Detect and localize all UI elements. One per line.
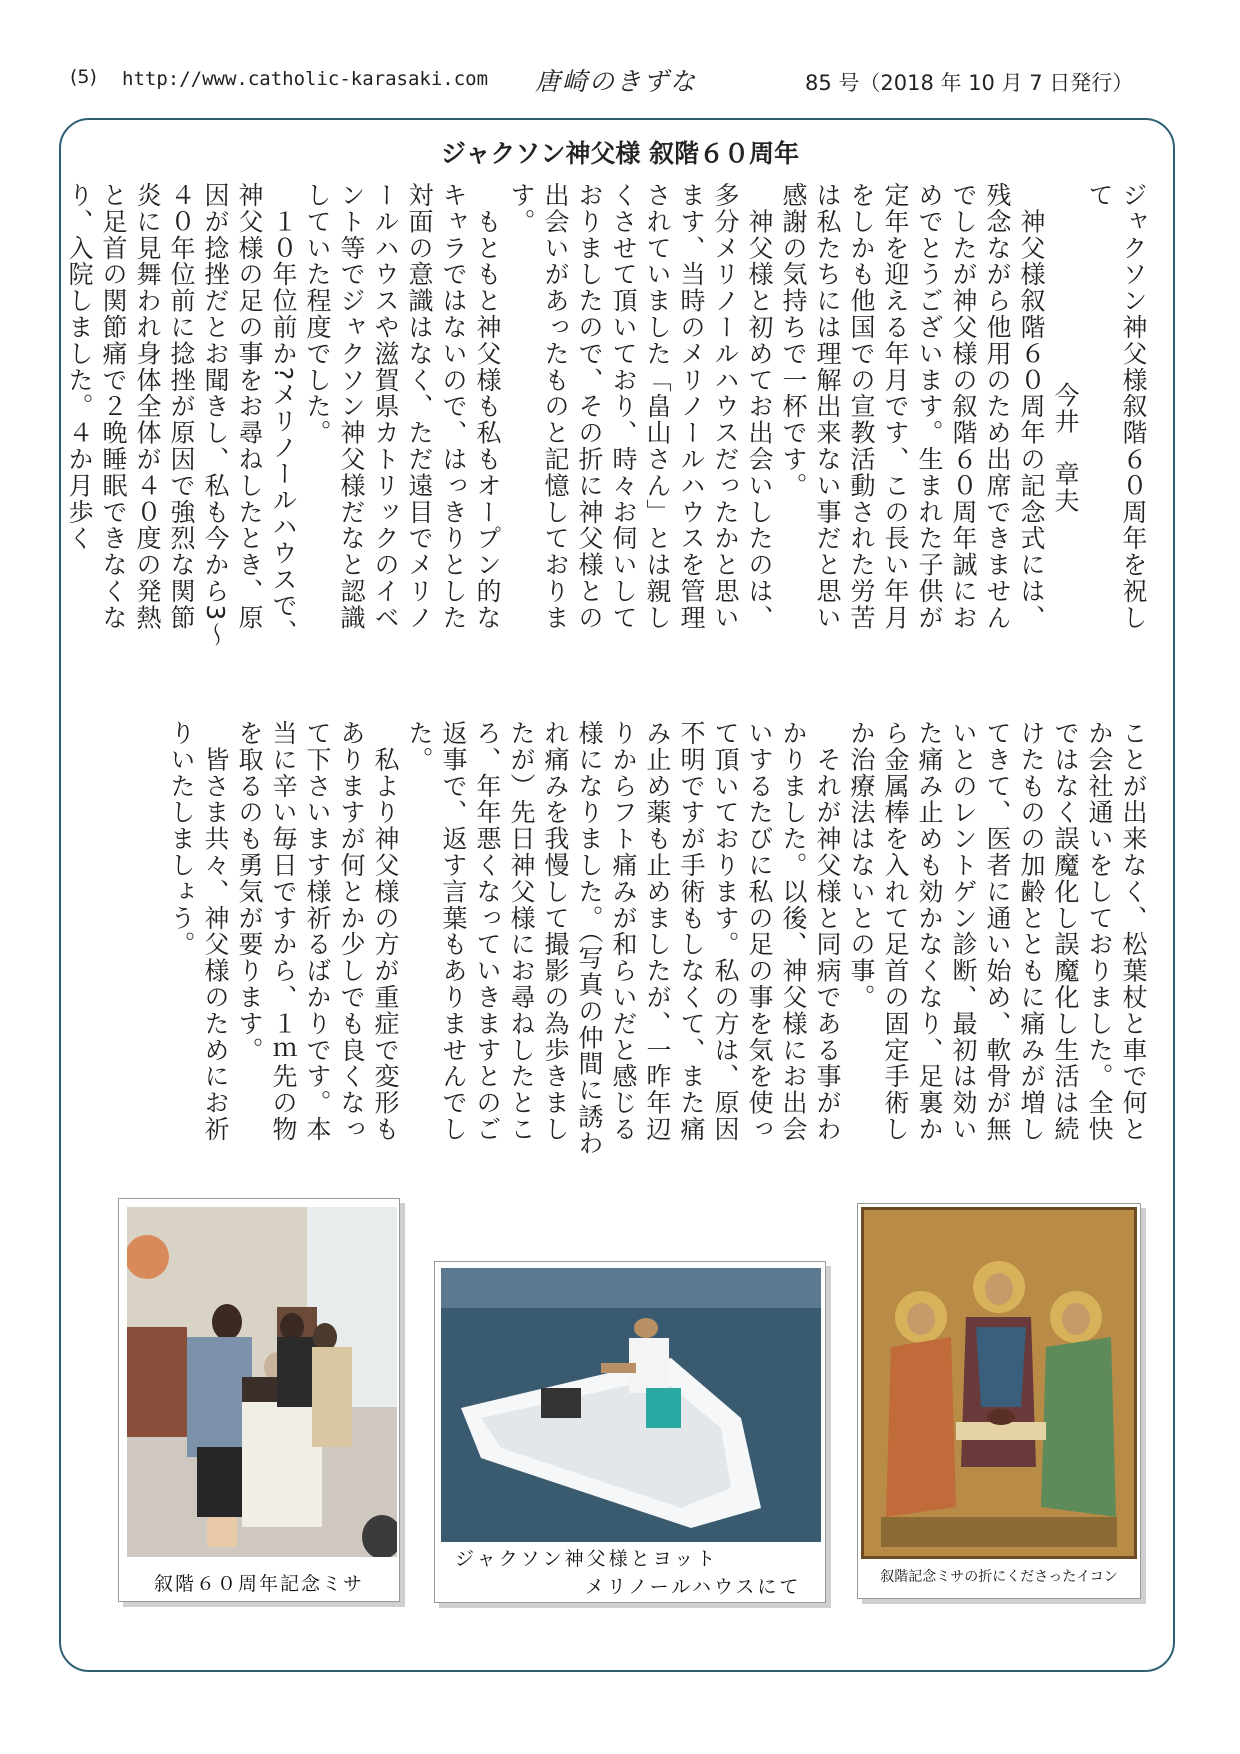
- author-name: 今井 章夫: [1051, 382, 1080, 514]
- yacht-caption-line2: メリノールハウスにて: [585, 1576, 802, 1598]
- paragraph: １０年位前か?メリノールハウスで、神父様の足の事をお尋ねしたとき、原因が捻挫だとお聞きし、私も今から3～４０年位前に捻挫が原因で強烈な関節炎に見舞われ身体全体が４０度の発熱と足首の関節痛で２晩睡眠できなくなり、入院しました。４か月歩く: [65, 182, 298, 649]
- paragraph: ことが出来なく、松葉杖と車で何とか会社通いをしておりました。全快ではなく誤魔化し誤魔化し生活は続けたものの加齢とともに痛みが増してきて、医者に通い始め、軟骨が無いとのレントゲン診断、最初は効いた痛み止めも効かなくなり、足裏から金属棒を入れて足首の固定手術しか治療法はないとの事。: [847, 720, 1148, 1143]
- mass-photo-card: [118, 1198, 400, 1602]
- author-line: [1048, 182, 1082, 652]
- trinity-icon-image: [861, 1207, 1137, 1559]
- paragraph: それが神父様と同病である事がわかりました。以後、神父様にお出会いするたびに私の足の事を気を使って頂いております。私の方は、原因不明ですが手術もしなくて、また痛み止め薬も止めましたが、一昨年辺りからフト痛みが和らいだと感じる様になりました。（写真の仲間に誘われ痛みを我慢して撮影の為歩きましたが）先日神父様にお尋ねしたところ、年年悪くなっていきますとのご返事で、返す言葉もありませんでした。: [405, 720, 842, 1157]
- paragraph: 神父様叙階６０周年の記念式には、残念ながら他用のため出席できませんでしたが神父様の叙階６０周年誠におめでとうございます。生まれた子供が定年を迎える年月です、この長い年月をしかも他国での宣教活動された労苦は私たちには理解出来ない事だと思い感謝の気持ちで一杯です。: [779, 182, 1046, 631]
- page-header: [0, 62, 1240, 102]
- issue-info: 85 号（2018 年 10 月 7 日発行）: [805, 71, 1134, 95]
- paragraph: 皆さま共々、神父様のためにお祈りいたしましょう。: [167, 720, 230, 1143]
- article-title: ジャクソン神父様 叙階６０周年: [440, 139, 800, 168]
- paragraph: もともと神父様も私もオープン的なキャラではないので、はっきりとした対面の意識はなく、ただ遠目でメリノールハウスや滋賀県カトリックのイベント等でジャクソン神父様だなと認識していた程度でした。: [303, 182, 502, 631]
- article-body-bottom: [110, 720, 1150, 1160]
- icon-caption: 叙階記念ミサの折にくださったイコン: [880, 1569, 1118, 1585]
- yacht-photo: [441, 1268, 821, 1542]
- newsletter-logo: 唐崎のきずな: [535, 67, 698, 96]
- icon-photo-card: [857, 1203, 1141, 1599]
- paragraph: 神父様と初めてお出会いしたのは、多分メリノールハウスだったかと思います、当時のメリノールハウスを管理されていました「畠山さん」とは親しくさせて頂いており、時々お伺いしておりましたので、その折に神父様との出会いがあったものと記憶しております。: [507, 182, 774, 631]
- mass-photo: [127, 1207, 397, 1557]
- article-heading: ジャクソン神父様叙階６０周年を祝して: [1085, 182, 1148, 631]
- site-url[interactable]: http://www.catholic-karasaki.com: [122, 68, 489, 90]
- yacht-caption-line1: ジャクソン神父様とヨット: [455, 1548, 719, 1570]
- yacht-photo-card: [434, 1261, 826, 1603]
- mass-photo-caption: 叙階６０周年記念ミサ: [153, 1573, 364, 1595]
- article-body-top: [65, 182, 1150, 652]
- paragraph: 私より神父様の方が重症で変形もありますが何とか少しでも良くなって下さいます様祈るばかりです。本当に辛い毎日ですから、１ｍ先の物を取るのも勇気が要ります。: [235, 720, 400, 1143]
- page-number: (5): [70, 66, 97, 88]
